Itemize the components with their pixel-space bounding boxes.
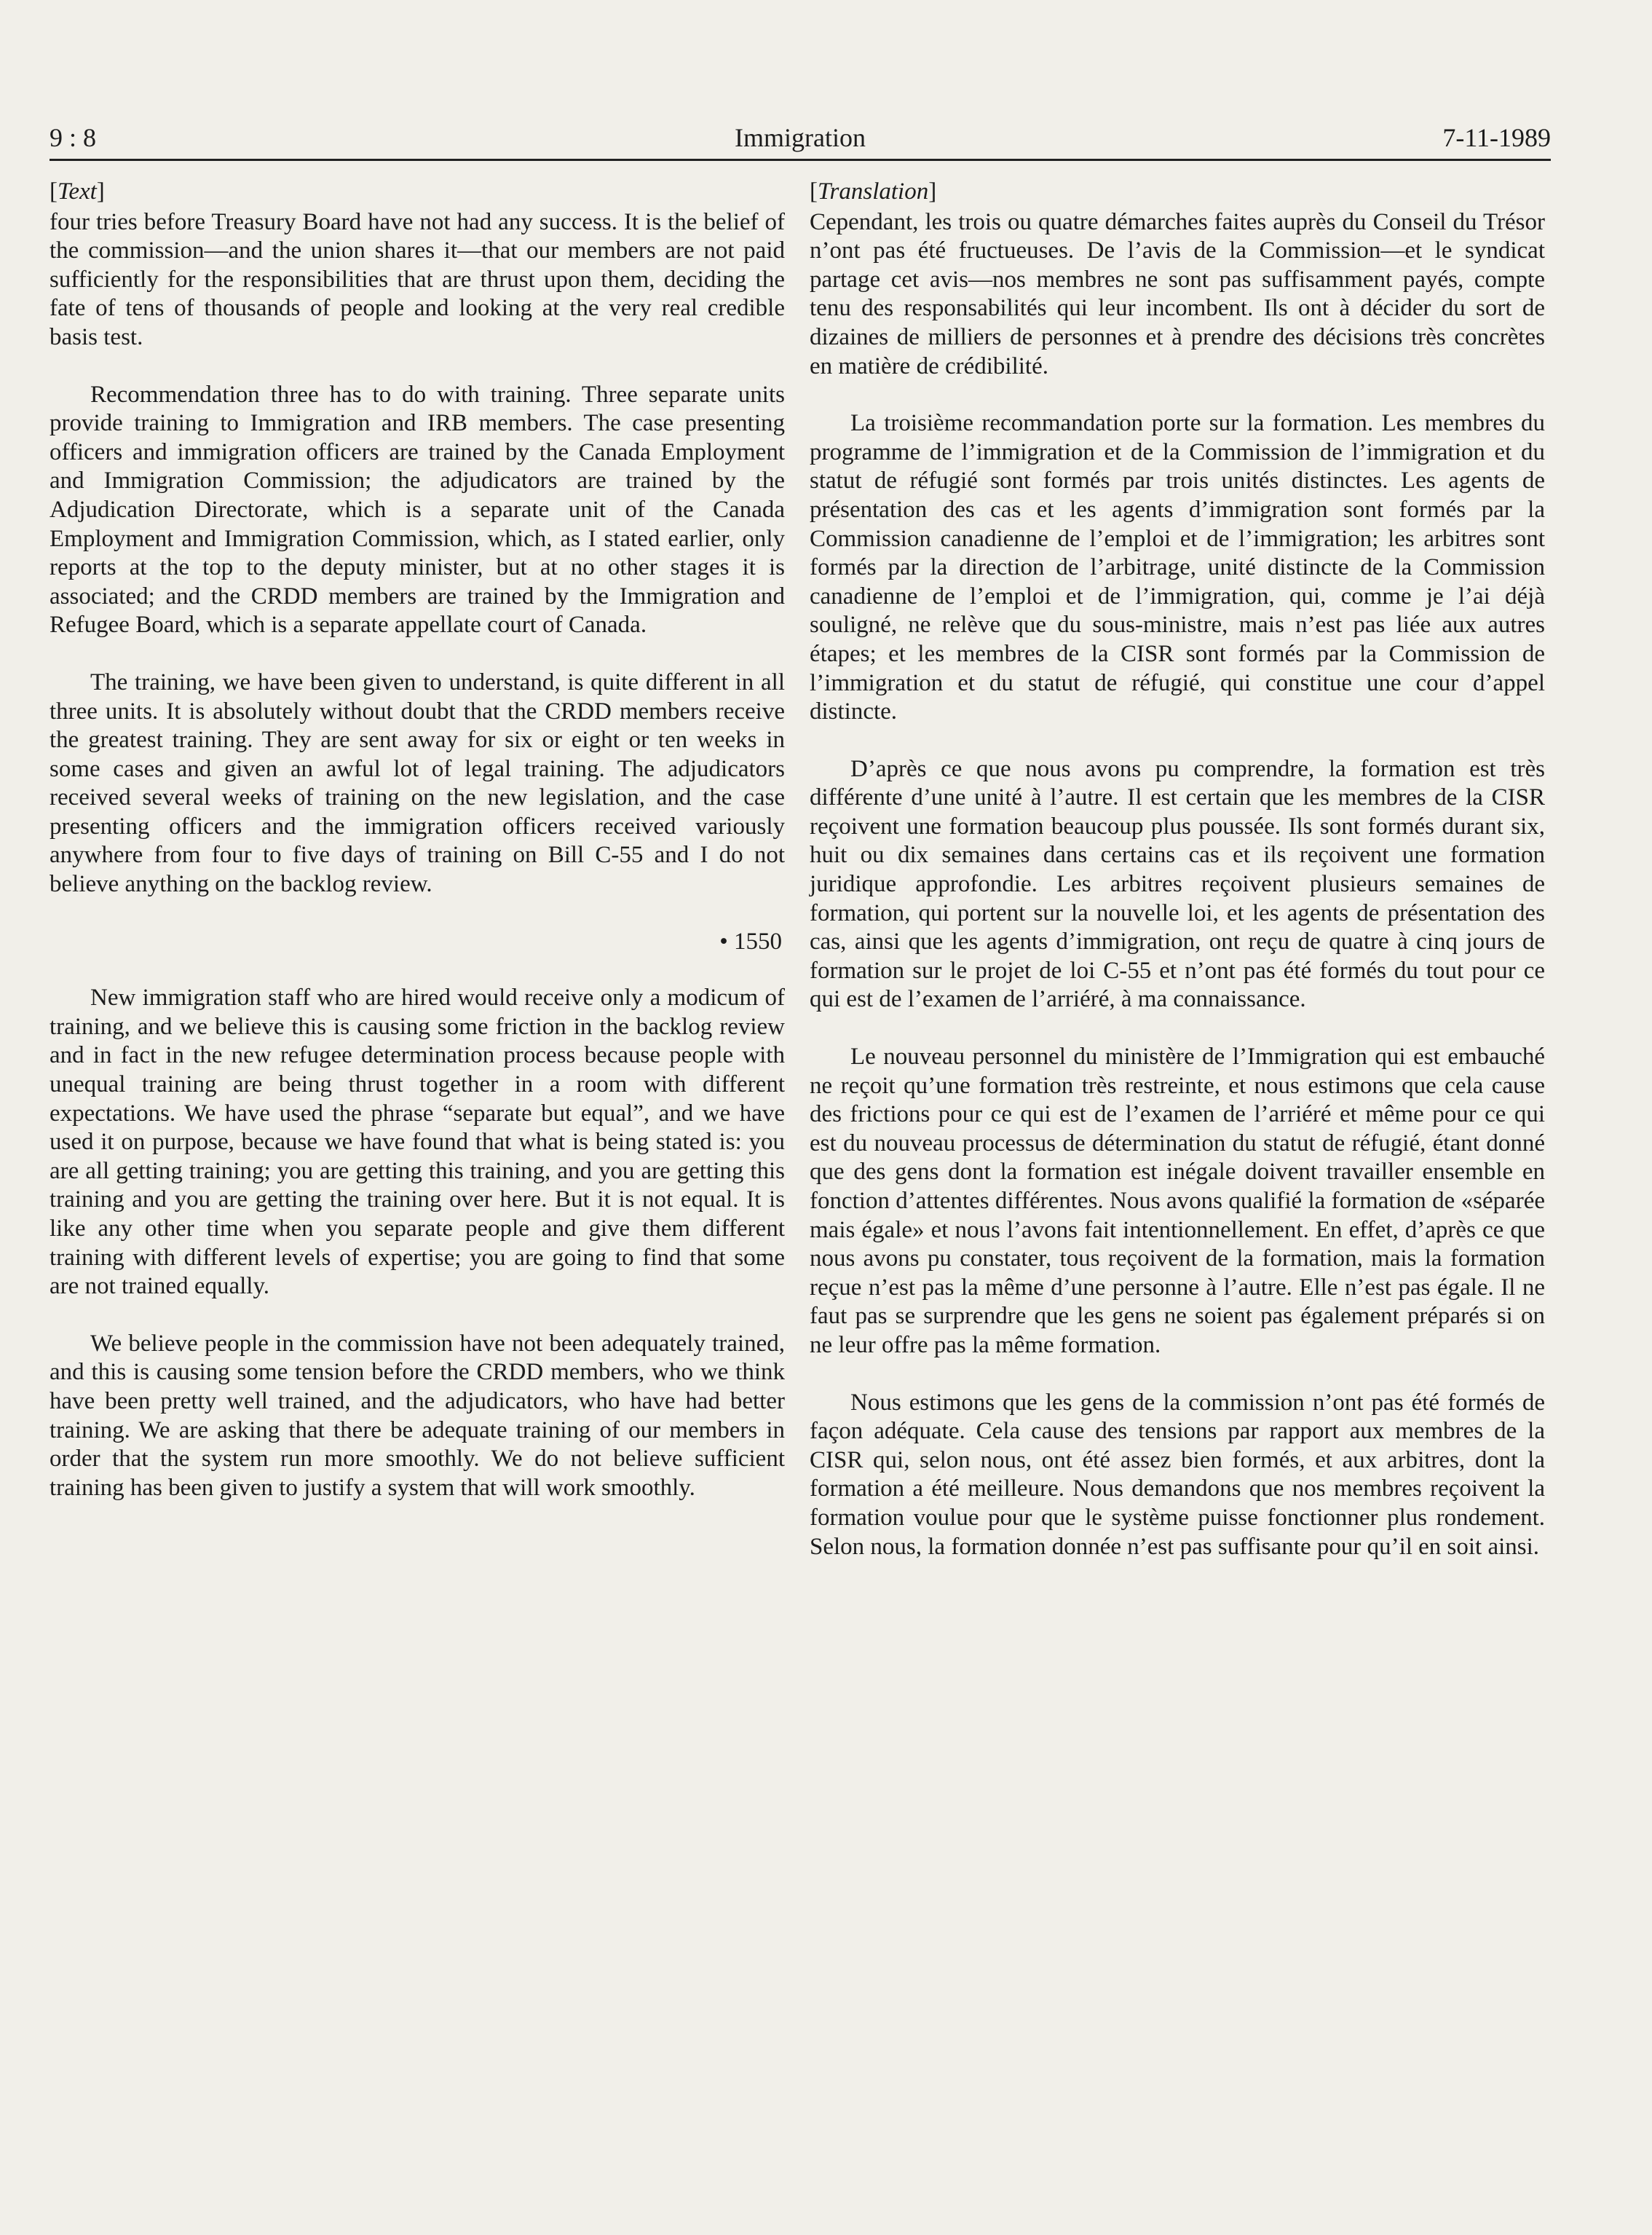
page-date: 7-11-1989 — [1442, 123, 1551, 152]
english-paragraph: Recommendation three has to do with training. Three separate units provide training to Immigration and IRB members. The case presenting officers and immigration officers are trained by the Canada Employment and Immigration Commission; the adjudicators are trained by the Adjudication Directorate, which is a separate unit of the Canada Employment and Immigration Commission, which, as I stated earlier, only reports at the top to the deputy minister, but at no other stages it is associated; and the CRDD members are trained by the Immigration and Refugee Board, which is a separate appellate court of Canada. — [50, 381, 785, 639]
french-paragraph: Le nouveau personnel du ministère de l’Immigration qui est embauché ne reçoit qu’une formation très restreinte, et nous estimons que cela cause des frictions pour ce qui est de l’examen de l’arriéré et même pour ce qui est du nouveau processus de détermination du statut de réfugié, étant donné que des gens dont la formation est inégale doivent travailler ensemble en fonction d’attentes différentes. Nous avons qualifié la formation de «séparée mais égale» et nous l’avons fait intentionnellement. En effet, d’après ce que nous avons pu constater, tous reçoivent de la formation, mais la formation reçue n’est pas la même d’une personne à l’autre. Elle n’est pas égale. Il ne faut pas se surprendre que les gens ne soient pas également préparés si on ne leur offre pas la même formation. — [810, 1044, 1545, 1358]
page-number: 9 : 8 — [50, 123, 97, 152]
french-paragraph: Cependant, les trois ou quatre démarches faites auprès du Conseil du Trésor n’ont pas été fructueuses. De l’avis de la Commission—et le syndicat partage cet avis—nos membres ne sont pas suffisamment payés, compte tenu des responsabilités qui leur incombent. Ils ont à décider du sort de dizaines de milliers de personnes et à prendre des décisions très concrètes en matière de crédibilité. — [810, 208, 1545, 379]
page-header — [50, 122, 1551, 163]
english-column-label: [Text] — [50, 178, 105, 205]
english-column — [50, 178, 785, 1531]
header-rule — [50, 159, 1551, 161]
page-title: Immigration — [735, 123, 866, 152]
english-paragraph: four tries before Treasury Board have not had any success. It is the belief of the commission—and the union shares it—that our members are not paid sufficiently for the responsibilities that are thrust upon them, deciding the fate of tens of thousands of people and looking at the very real credible basis test. — [50, 208, 785, 350]
french-paragraph: Nous estimons que les gens de la commission n’ont pas été formés de façon adéquate. Cela cause des tensions par rapport aux membres de la CISR qui, selon nous, ont été assez bien formés, et aux arbitres, dont la formation a été meilleure. Nous demandons que nos membres reçoivent la formation voulue pour que le système puisse fonctionner plus rondement. Selon nous, la formation donnée n’est pas suffisante pour qu’il en soit ainsi. — [810, 1389, 1545, 1560]
french-column-label: [Translation] — [810, 178, 937, 205]
french-column — [810, 178, 1545, 1590]
english-paragraph: New immigration staff who are hired would receive only a modicum of training, and we believe this is causing some friction in the backlog review and in fact in the new refugee determination process because people with unequal training are being thrust together in a room with different expectations. We have used the phrase “separate but equal”, and we have used it on purpose, because we have found that what is being stated is: you are all getting training; you are getting this training, and you are getting this training and you are getting the training over here. But it is not equal. It is like any other time when you separate people and give them different training with different levels of expertise; you are going to find that some are not trained equally. — [50, 985, 785, 1300]
time-marker: • 1550 — [719, 928, 782, 955]
english-paragraph: We believe people in the commission have not been adequately trained, and this is causing some tension before the CRDD members, who we think have been pretty well trained, and the adjudicators, who have had better training. We are asking that there be adequate training of our members in order that the system run more smoothly. We do not believe sufficient training has been given to justify a system that will work smoothly. — [50, 1330, 785, 1501]
english-paragraph: The training, we have been given to understand, is quite different in all three units. It is absolutely without doubt that the CRDD members receive the greatest training. They are sent away for six or eight or ten weeks in some cases and given an awful lot of legal training. The adjudicators received several weeks of training on the new legislation, and the case presenting officers and the immigration officers received variously anywhere from four to five days of training on Bill C-55 and I do not believe anything on the backlog review. — [50, 669, 785, 898]
french-paragraph: La troisième recommandation porte sur la formation. Les membres du programme de l’immigration et de la Commission de l’immigration et du statut de réfugié sont formés par trois unités distinctes. Les agents de présentation des cas et les agents d’immigration sont formés par la Commission canadienne de l’emploi et de l’immigration; les arbitres sont formés par la direction de l’arbitrage, unité distincte de la Commission canadienne de l’emploi et de l’immigration, qui, comme je l’ai déjà souligné, ne relève que du sous-ministre, mais n’est pas liée aux autres étapes; et les membres de la CISR sont formés par la Commission de l’immigration et du statut de réfugié, qui constitue une cour d’appel distincte. — [810, 410, 1545, 725]
french-paragraph: D’après ce que nous avons pu comprendre, la formation est très différente d’une unité à l’autre. Il est certain que les membres de la CISR reçoivent une formation beaucoup plus poussée. Ils sont formés durant six, huit ou dix semaines dans certains cas et ils reçoivent une formation juridique approfondie. Les arbitres reçoivent plusieurs semaines de formation, qui portent sur la nouvelle loi, et les agents de présentation des cas, ainsi que les agents d’immigration, ont reçu de quatre à cinq jours de formation sur le projet de loi C-55 et n’ont pas été formés du tout pour ce qui est de l’examen de l’arriéré, à ma connaissance. — [810, 755, 1545, 1013]
